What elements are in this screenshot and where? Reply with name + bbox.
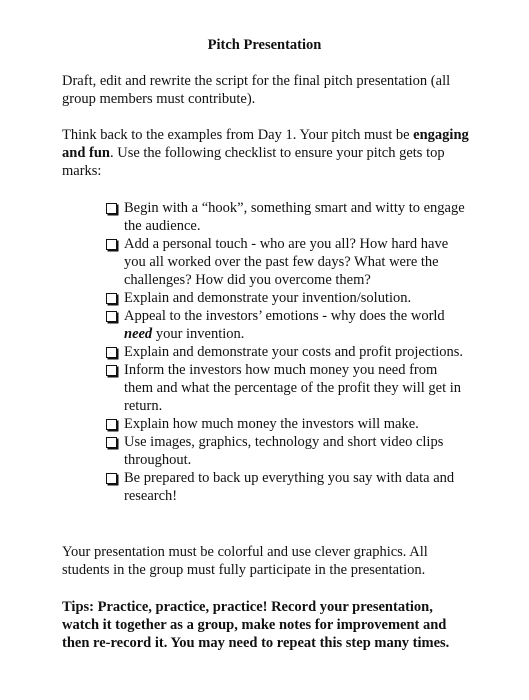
checklist-item bbox=[106, 289, 466, 307]
checklist-item bbox=[106, 307, 466, 343]
presentation-requirements-paragraph: Your presentation must be colorful and use clever graphics. All students in the group must fully participate in the presentation. bbox=[62, 544, 428, 578]
checklist-item-text: Explain how much money the investors will make. bbox=[124, 416, 419, 432]
instructions-text-start: Think back to the examples from Day 1. Your pitch must be bbox=[62, 127, 414, 143]
checkbox-icon bbox=[106, 437, 117, 448]
checklist-item bbox=[106, 415, 466, 433]
checkbox-icon bbox=[106, 203, 117, 214]
checkbox-icon bbox=[106, 347, 117, 358]
intro-paragraph: Draft, edit and rewrite the script for the final pitch presentation (all group members must contribute). bbox=[62, 73, 451, 107]
checklist-item-text: Use images, graphics, technology and short video clips throughout. bbox=[124, 434, 444, 468]
checkbox-icon bbox=[106, 239, 117, 250]
instructions-text-end: . Use the following checklist to ensure your pitch gets top marks: bbox=[62, 145, 445, 179]
checkbox-icon bbox=[106, 293, 117, 304]
checkbox-icon bbox=[106, 473, 117, 484]
checklist-item-text: Explain and demonstrate your costs and profit projections. bbox=[124, 344, 464, 360]
checklist-item-text: Inform the investors how much money you need from them and what the percentage of the profit they will get in return. bbox=[124, 362, 462, 414]
checklist-item bbox=[106, 361, 466, 415]
checklist-item-text: Add a personal touch - who are you all? How hard have you all worked over the past few days? What were the challenges? How did you overcome them? bbox=[124, 236, 449, 288]
instructions-paragraph bbox=[62, 126, 472, 180]
checkbox-icon bbox=[106, 419, 117, 430]
checklist-item-text-start: Appeal to the investors’ emotions - why does the world bbox=[124, 308, 445, 324]
checklist-item-text: Explain and demonstrate your invention/solution. bbox=[124, 290, 412, 306]
checklist-item bbox=[106, 199, 466, 235]
instructions-bold-phrase: engaging and fun bbox=[62, 127, 469, 161]
checklist-item bbox=[106, 433, 466, 469]
checklist-item bbox=[106, 343, 466, 361]
checkbox-icon bbox=[106, 311, 117, 322]
checklist-item-text: Be prepared to back up everything you say with data and research! bbox=[124, 470, 455, 504]
tips-paragraph: Tips: Practice, practice, practice! Record your presentation, watch it together as a group, make notes for improvement and then re-record it. You may need to repeat this step many times. bbox=[62, 599, 450, 651]
checklist-item-text-end: your invention. bbox=[152, 326, 245, 342]
page-title: Pitch Presentation bbox=[207, 37, 322, 53]
checkbox-icon bbox=[106, 365, 117, 376]
checklist bbox=[106, 199, 466, 505]
checklist-item-emphasis: need bbox=[124, 326, 153, 342]
checklist-item-text: Begin with a “hook”, something smart and witty to engage the audience. bbox=[124, 200, 465, 234]
checklist-item bbox=[106, 469, 466, 505]
checklist-item bbox=[106, 235, 466, 289]
